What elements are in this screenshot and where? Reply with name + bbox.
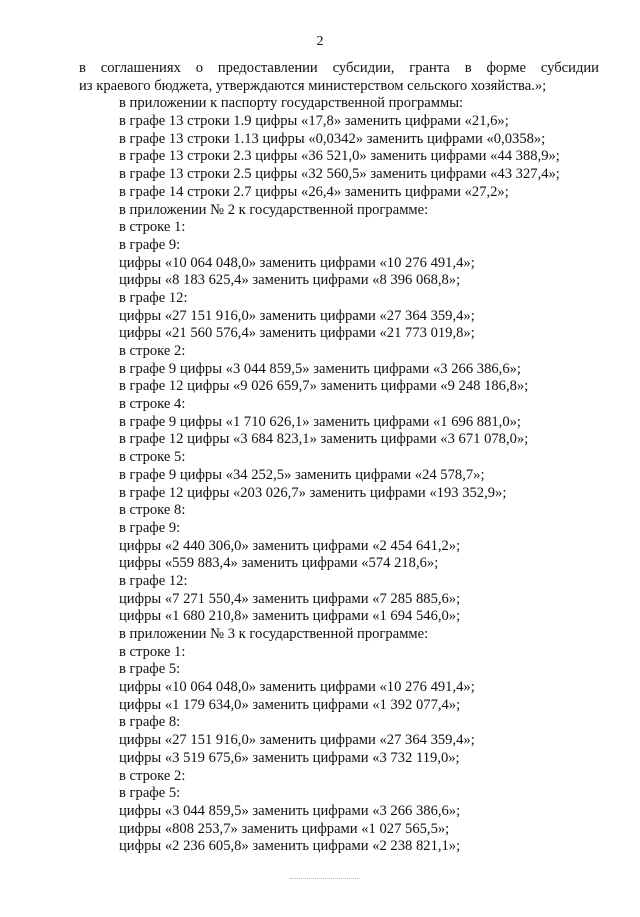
text-line: в графе 9 цифры «34 252,5» заменить цифрами «24 578,7»; <box>119 466 485 483</box>
text-line: в графе 5: <box>119 661 181 678</box>
text-line: цифры «10 064 048,0» заменить цифрами «10 276 491,4»; <box>119 254 475 271</box>
text-line: в графе 13 строки 2.3 цифры «36 521,0» заменить цифрами «44 388,9»; <box>119 148 560 165</box>
text-line: в строке 1: <box>119 643 186 660</box>
text-line: в строке 1: <box>119 219 186 236</box>
text-line: в графе 13 строки 1.9 цифры «17,8» заменить цифрами «21,6»; <box>119 113 509 130</box>
text-line: из краевого бюджета, утверждаются министерством сельского хозяйства.»; <box>79 77 547 94</box>
text-line: в графе 9: <box>119 236 181 253</box>
text-line: в графе 9 цифры «1 710 626,1» заменить цифрами «1 696 881,0»; <box>119 413 521 430</box>
text-line: цифры «3 044 859,5» заменить цифрами «3 266 386,6»; <box>119 802 461 819</box>
text-line: цифры «808 253,7» заменить цифрами «1 027 565,5»; <box>119 820 450 837</box>
document-body <box>79 60 599 856</box>
text-line: в строке 2: <box>119 343 186 359</box>
text-line: в графе 9 цифры «3 044 859,5» заменить цифрами «3 266 386,6»; <box>119 360 521 377</box>
text-line: в графе 12: <box>119 572 188 589</box>
text-line: в строке 4: <box>119 396 186 413</box>
text-line: в графе 12 цифры «9 026 659,7» заменить цифрами «9 248 186,8»; <box>119 378 529 395</box>
text-line: цифры «27 151 916,0» заменить цифрами «27 364 359,4»; <box>119 307 475 324</box>
text-line: цифры «7 271 550,4» заменить цифрами «7 285 885,6»; <box>119 590 461 607</box>
text-line: цифры «1 680 210,8» заменить цифрами «1 694 546,0»; <box>119 608 461 625</box>
text-line: цифры «8 183 625,4» заменить цифрами «8 396 068,8»; <box>119 272 461 289</box>
text-line: цифры «1 179 634,0» заменить цифрами «1 392 077,4»; <box>119 696 461 713</box>
text-line: в приложении № 3 к государственной программе: <box>119 626 429 642</box>
text-line: в приложении к паспорту государственной программы: <box>119 95 464 112</box>
text-line: цифры «27 151 916,0» заменить цифрами «27 364 359,4»; <box>119 732 475 749</box>
text-line: цифры «2 236 605,8» заменить цифрами «2 238 821,1»; <box>119 838 461 855</box>
page-number: 2 <box>316 34 324 49</box>
text-line: в графе 12 цифры «3 684 823,1» заменить цифрами «3 671 078,0»; <box>119 431 529 448</box>
text-line: цифры «21 560 576,4» заменить цифрами «21 773 019,8»; <box>119 325 475 342</box>
text-line: в графе 12 цифры «203 026,7» заменить цифрами «193 352,9»; <box>119 484 507 501</box>
text-line: цифры «559 883,4» заменить цифрами «574 218,6»; <box>119 555 439 572</box>
text-line: цифры «2 440 306,0» заменить цифрами «2 454 641,2»; <box>119 537 461 554</box>
text-line: в графе 5: <box>119 785 181 802</box>
text-line: в строке 5: <box>119 449 186 466</box>
text-line: в графе 13 строки 1.13 цифры «0,0342» заменить цифрами «0,0358»; <box>119 130 546 147</box>
text-line: в приложении № 2 к государственной программе: <box>119 201 429 218</box>
text-line: цифры «3 519 675,6» заменить цифрами «3 732 119,0»; <box>119 749 460 766</box>
text-line: в соглашениях о предоставлении субсидии, гранта в форме субсидии <box>79 60 599 76</box>
text-line: цифры «10 064 048,0» заменить цифрами «10 276 491,4»; <box>119 679 475 696</box>
text-line: в графе 13 строки 2.5 цифры «32 560,5» заменить цифрами «43 327,4»; <box>119 166 560 183</box>
text-line: в графе 14 строки 2.7 цифры «26,4» заменить цифрами «27,2»; <box>119 183 509 200</box>
text-line: в строке 2: <box>119 767 186 784</box>
footer-divider <box>290 878 360 879</box>
text-line: в графе 9: <box>119 519 181 536</box>
text-line: в графе 12: <box>119 289 188 306</box>
text-line: в строке 8: <box>119 502 186 519</box>
text-line: в графе 8: <box>119 714 181 731</box>
